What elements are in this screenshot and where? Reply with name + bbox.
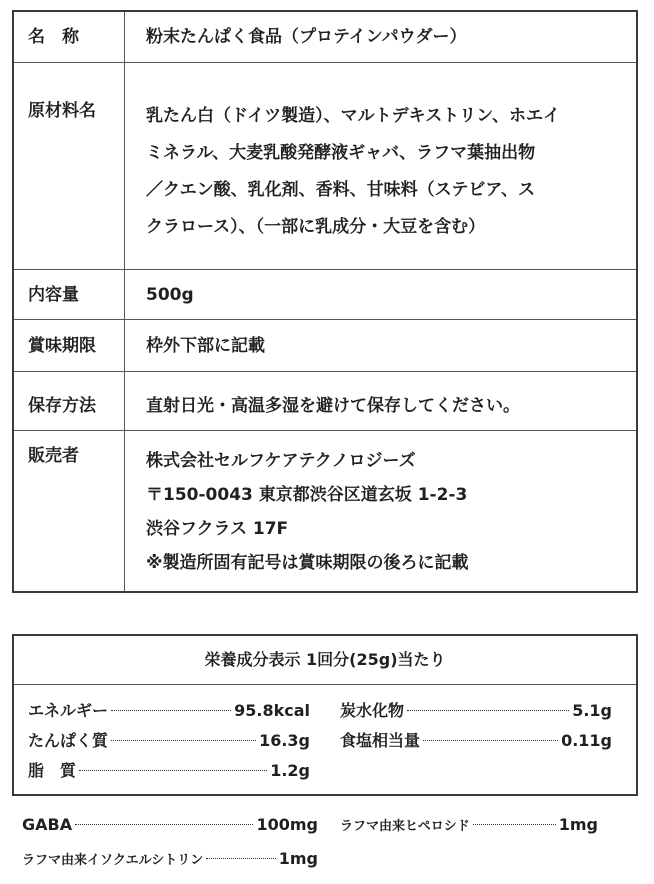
row-value [146, 25, 626, 49]
product-label-table [12, 10, 638, 593]
leader-dots [407, 710, 569, 711]
nutrition-label: 炭水化物 [340, 701, 405, 720]
nutrition-value: 16.3g [259, 731, 310, 750]
nutrition-value: 1.2g [270, 761, 310, 780]
extra-label: ラフマ由来ヒペロシド [340, 819, 470, 834]
nutrition-item-fat [28, 758, 310, 784]
row-heading: 原材料名 [28, 101, 96, 121]
leader-dots [423, 740, 558, 741]
row-content-amount [14, 269, 636, 319]
extra-item-hyperoside [340, 812, 598, 838]
row-heading: 賞味期限 [28, 336, 96, 356]
value-line: 株式会社セルフケアテクノロジーズ [146, 451, 416, 471]
nutrition-label: 脂 質 [28, 761, 77, 780]
row-heading: 名 称 [28, 27, 79, 47]
extra-value: 100mg [256, 815, 318, 834]
nutrition-item-salt [340, 728, 612, 754]
value-line: クラロース）、（一部に乳成分・大豆を含む） [146, 217, 486, 237]
nutrition-label: たんぱく質 [28, 731, 109, 750]
nutrition-item-energy [28, 698, 310, 724]
row-name [14, 12, 636, 62]
row-best-before [14, 319, 636, 371]
row-storage [14, 371, 636, 430]
row-seller [14, 430, 636, 591]
leader-dots [75, 824, 253, 825]
value-line: 渋谷フクラス 17F [146, 519, 289, 539]
extra-value: 1mg [558, 815, 598, 834]
nutrition-value: 5.1g [572, 701, 612, 720]
extra-item-isoquercitrin [22, 846, 318, 872]
value-line: ※製造所固有記号は賞味期限の後ろに記載 [146, 553, 469, 573]
row-ingredients [14, 62, 636, 269]
value-line: 500g [146, 285, 194, 305]
leader-dots [111, 740, 256, 741]
nutrition-value: 95.8kcal [234, 701, 310, 720]
nutrition-title: 栄養成分表示 1回分(25g)当たり [14, 636, 636, 685]
value-line: 粉末たんぱく食品（プロテインパウダー） [146, 27, 467, 47]
row-value [146, 394, 626, 418]
value-line: 〒150-0043 東京都渋谷区道玄坂 1-2-3 [146, 485, 468, 505]
value-line: 乳たん白（ドイツ製造）、マルトデキストリン、ホエイ [146, 106, 560, 126]
value-line: 枠外下部に記載 [146, 336, 265, 356]
leader-dots [111, 710, 231, 711]
nutrition-item-carbohydrate [340, 698, 612, 724]
row-heading: 保存方法 [28, 396, 96, 416]
value-line: 直射日光・高温多湿を避けて保存してください。 [146, 396, 520, 416]
row-heading: 販売者 [28, 446, 79, 466]
row-value [146, 283, 626, 307]
extra-item-gaba [22, 812, 318, 838]
nutrition-label: エネルギー [28, 701, 109, 720]
row-value [146, 334, 626, 358]
leader-dots [206, 858, 275, 859]
nutrition-facts-box [12, 634, 638, 796]
extra-label: ラフマ由来イソクエルシトリン [22, 853, 204, 868]
leader-dots [79, 770, 267, 771]
value-line: ／クエン酸、乳化剤、香料、甘味料（ステビア、ス [146, 180, 535, 200]
row-value [146, 444, 626, 580]
nutrition-value: 0.11g [561, 731, 612, 750]
value-line: ミネラル、大麦乳酸発酵液ギャバ、ラフマ葉抽出物 [146, 143, 536, 163]
extra-label: GABA [22, 815, 73, 834]
nutrition-item-protein [28, 728, 310, 754]
nutrition-label: 食塩相当量 [340, 731, 421, 750]
row-value [146, 98, 626, 246]
extra-value: 1mg [278, 849, 318, 868]
row-heading: 内容量 [28, 285, 79, 305]
leader-dots [473, 824, 556, 825]
